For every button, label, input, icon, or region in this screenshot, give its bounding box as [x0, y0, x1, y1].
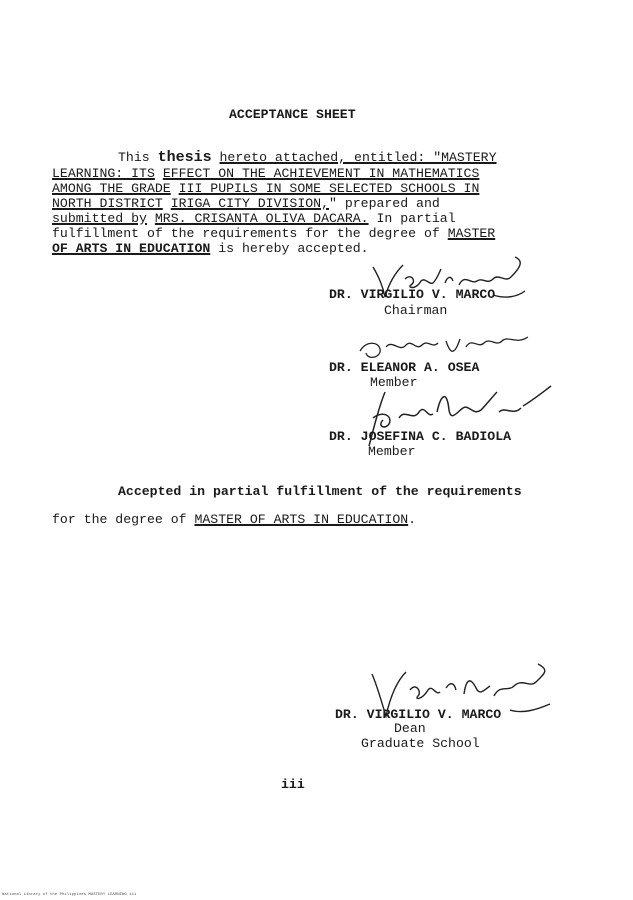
- paragraph-line-6: [52, 226, 495, 241]
- dean-name: DR. VIRGILIO V. MARCO: [335, 707, 502, 722]
- period: .: [408, 512, 417, 527]
- member-1-role: Member: [370, 375, 418, 390]
- degree-part-1: MASTER: [447, 226, 496, 241]
- paragraph-line-7: [52, 241, 369, 256]
- in-partial: In partial: [376, 211, 456, 226]
- fulfillment-of: fulfillment of: [52, 226, 163, 241]
- this-word: This: [118, 150, 150, 165]
- author-name: MRS. CRISANTA OLIVA DACARA.: [154, 211, 369, 226]
- acceptance-line-2: [52, 512, 416, 527]
- degree-part-2: OF ARTS IN EDUCATION: [52, 241, 211, 256]
- member-2-name: DR. JOSEFINA C. BADIOLA: [329, 429, 512, 444]
- attached-text: hereto attached, entitled: "MASTERY: [219, 150, 497, 165]
- paragraph-line-1: [118, 150, 497, 165]
- title-part-2: EFFECT ON THE ACHIEVEMENT IN MATHEMATICS: [162, 166, 480, 181]
- library-footer: National Library of the Philippines MASTERY LEARNING iii: [2, 893, 137, 897]
- title-part-4: III PUPILS IN SOME SELECTED SCHOOLS IN: [178, 181, 480, 196]
- member-1-name: DR. ELEANOR A. OSEA: [329, 360, 480, 375]
- paragraph-line-4: [52, 196, 440, 211]
- dean-role: Dean: [394, 721, 426, 736]
- accepted-text: is hereby accepted.: [218, 241, 369, 256]
- prepared-text: " prepared and: [329, 196, 440, 211]
- for-degree-text: for the degree of: [52, 512, 187, 527]
- title-part-1: LEARNING: ITS: [52, 166, 155, 181]
- title-part-5: NORTH DISTRICT: [52, 196, 163, 211]
- thesis-word: thesis: [157, 149, 212, 166]
- submitted-by: submitted by: [52, 211, 147, 226]
- chairman-role: Chairman: [384, 303, 448, 318]
- paragraph-line-3: [52, 181, 479, 196]
- degree-name: MASTER OF ARTS IN EDUCATION: [194, 512, 409, 527]
- acceptance-line-1: Accepted in partial fulfillment of the requirements: [118, 484, 522, 499]
- dean-office: Graduate School: [361, 736, 480, 751]
- paragraph-line-5: [52, 211, 456, 226]
- requirements-text: the requirements for the degree of: [170, 226, 440, 241]
- page-number: iii: [281, 777, 305, 792]
- paragraph-line-2: [52, 166, 479, 181]
- title-part-6: IRIGA CITY DIVISION,: [170, 196, 329, 211]
- page-title: ACCEPTANCE SHEET: [229, 107, 356, 122]
- chairman-name: DR. VIRGILIO V. MARCO: [329, 287, 496, 302]
- signature-dean: [360, 660, 560, 735]
- title-part-3: AMONG THE GRADE: [52, 181, 171, 196]
- member-2-role: Member: [368, 444, 416, 459]
